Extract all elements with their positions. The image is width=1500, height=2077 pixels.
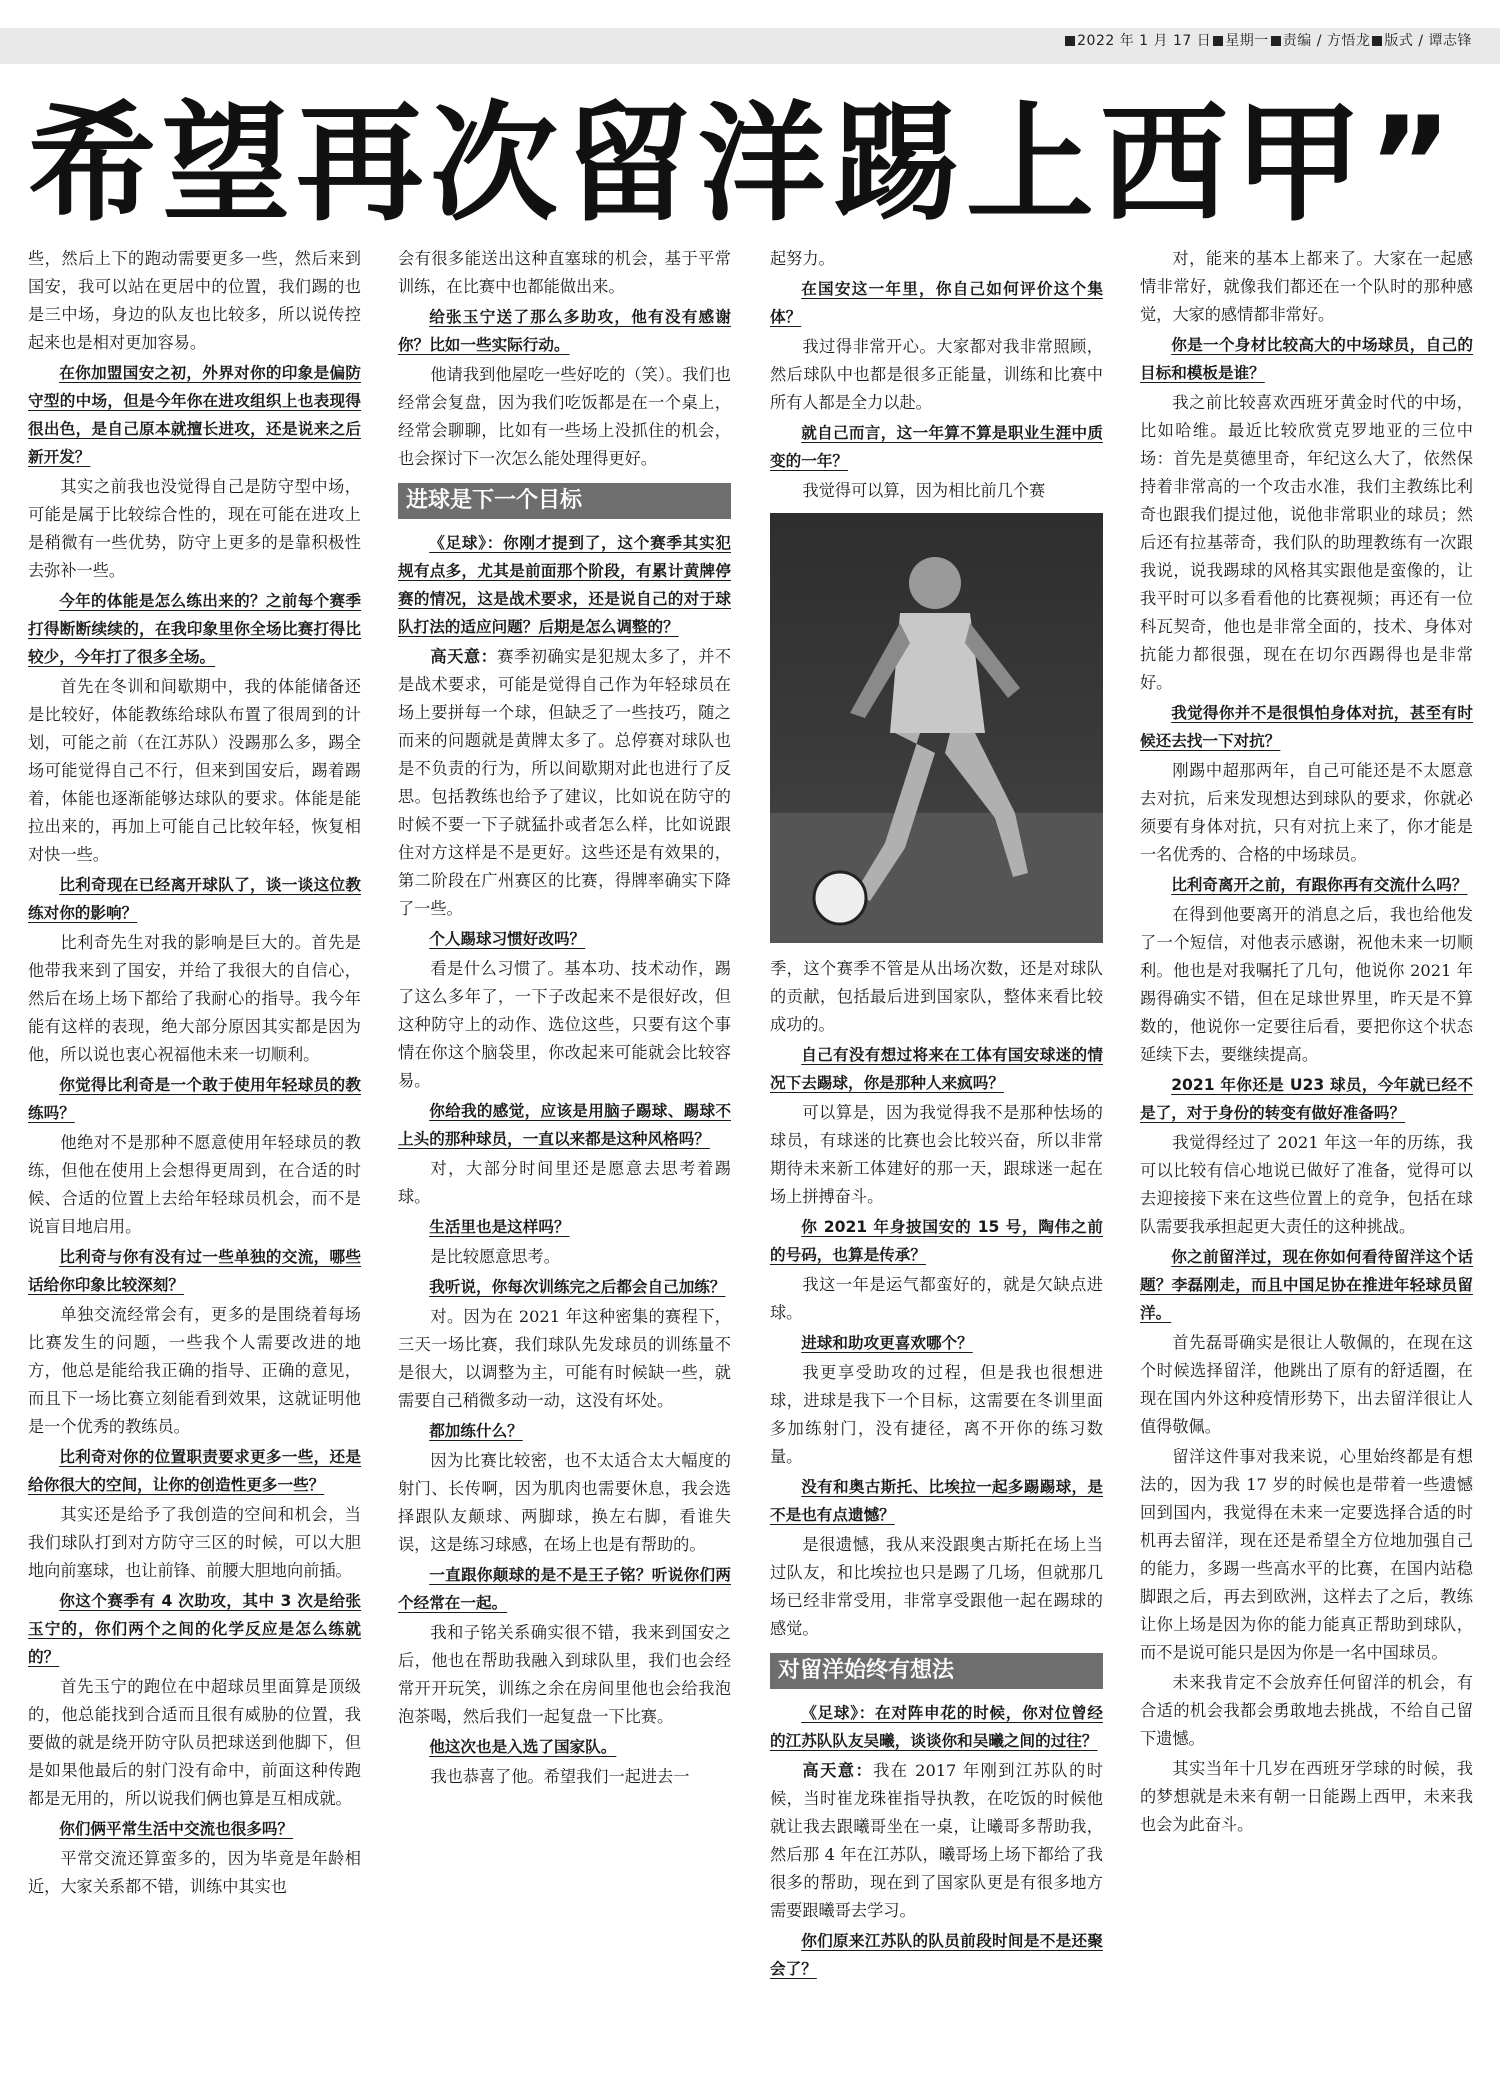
paragraph: 首先玉宁的跑位在中超球员里面算是顶级的，他总能找到合适而且很有威胁的位置，我要做的就是绕开防守队员把球送到他脚下，但是如果他最后的射门没有命中，前面这种传跑都是无用的，所以说我们俩也算是互相成就。	[28, 1677, 361, 1808]
paragraph: 单独交流经常会有，更多的是围绕着每场比赛发生的问题，一些我个人需要改进的地方，他总是能给我正确的指导、正确的意见，而且下一场比赛立刻能看到效果，这就证明他是一个优秀的教练员。	[28, 1305, 361, 1436]
interview-question: 就自己而言，这一年算不算是职业生涯中质变的一年？	[770, 424, 1103, 470]
paragraph: 我过得非常开心。大家都对我非常照顾，然后球队中也都是很多正能量，训练和比赛中所有人都是全力以赴。	[770, 337, 1103, 412]
square-bullet-icon	[1271, 36, 1281, 46]
paragraph: 我觉得经过了 2021 年这一年的历练，我可以比较有信心地说已做好了准备，觉得可以去迎接接下来在这些位置上的竞争，包括在球队需要我承担起更大责任的这种挑战。	[1140, 1133, 1473, 1236]
interview-question: 在你加盟国安之初，外界对你的印象是偏防守型的中场，但是今年你在进攻组织上也表现得很出色，是自己原本就擅长进攻，还是说来之后新开发？	[28, 364, 361, 466]
square-bullet-icon	[1065, 36, 1075, 46]
speaker-label: 高天意：	[430, 647, 498, 666]
paragraph: 我之前比较喜欢西班牙黄金时代的中场，比如哈维。最近比较欣赏克罗地亚的三位中场：首先是莫德里奇，年纪这么大了，依然保持着非常高的一个攻击水准，我们主教练比利奇也跟我们提过他，说他非常职业的球员；然后还有拉基蒂奇，我们队的助理教练有一次跟我说，说我踢球的风格其实跟他是蛮像的，让我平时可以多看看他的比赛视频；再还有一位科瓦契奇，他也是非常全面的，技术、身体对抗能力都很强，现在在切尔西踢得也是非常好。	[1140, 393, 1473, 692]
date-text: 2022 年 1 月 17 日	[1077, 33, 1212, 49]
paragraph: 我也恭喜了他。希望我们一起进去一	[430, 1767, 690, 1786]
interview-question: 进球和助攻更喜欢哪个？	[801, 1334, 973, 1352]
interview-question: 你 2021 年身披国安的 15 号，陶伟之前的号码，也算是传承？	[770, 1218, 1103, 1264]
interview-question: 比利奇对你的位置职责要求更多一些，还是给你很大的空间，让你的创造性更多一些？	[28, 1448, 361, 1494]
interview-question: 你给我的感觉，应该是用脑子踢球、踢球不上头的那种球员，一直以来都是这种风格吗？	[398, 1102, 731, 1148]
paragraph: 对。因为在 2021 年这种密集的赛程下，三天一场比赛，我们球队先发球员的训练量不是很大，以调整为主，可能有时候缺一些，就需要自己稍微多动一动，这没有坏处。	[398, 1307, 731, 1410]
interview-question: 你之前留洋过，现在你如何看待留洋这个话题？李磊刚走，而且中国足协在推进年轻球员留洋。	[1140, 1248, 1473, 1322]
interview-question: 你们俩平常生活中交流也很多吗？	[59, 1820, 294, 1838]
player-silhouette-icon	[770, 513, 1103, 943]
interview-question: 比利奇与你有没有过一些单独的交流，哪些话给你印象比较深刻？	[28, 1248, 361, 1294]
paragraph: 是很遗憾，我从来没跟奥古斯托在场上当过队友，和比埃拉也只是踢了几场，但就那几场已经非常受用，非常享受跟他一起在踢球的感觉。	[770, 1535, 1103, 1638]
paragraph: 会有很多能送出这种直塞球的机会，基于平常训练，在比赛中也都能做出来。	[398, 249, 731, 296]
interview-question: 个人踢球习惯好改吗？	[429, 930, 586, 948]
paragraph: 我这一年是运气都蛮好的，就是欠缺点进球。	[770, 1275, 1103, 1322]
interview-question: 生活里也是这样吗？	[429, 1218, 570, 1236]
paragraph: 我觉得可以算，因为相比前几个赛	[802, 481, 1046, 500]
paragraph	[770, 1757, 1103, 1925]
interview-question: 你是一个身材比较高大的中场球员，自己的目标和模板是谁？	[1140, 336, 1473, 382]
interview-question: 《足球》：在对阵申花的时候，你对位曾经的江苏队队友吴曦，谈谈你和吴曦之间的过往？	[770, 1704, 1103, 1750]
interview-question: 比利奇现在已经离开球队了，谈一谈这位教练对你的影响？	[28, 876, 361, 922]
section-heading: 对留洋始终有想法	[770, 1653, 1103, 1689]
interview-question: 他这次也是入选了国家队。	[429, 1738, 617, 1756]
column-1	[28, 245, 361, 2060]
interview-question: 你觉得比利奇是一个敢于使用年轻球员的教练吗？	[28, 1076, 361, 1122]
paragraph: 看是什么习惯了。基本功、技术动作，踢了这么多年了，一下子改起来不是很好改，但这种防守上的动作、选位这些，只要有这个事情在你这个脑袋里，你改起来可能就会比较容易。	[398, 959, 731, 1090]
weekday-text: 星期一	[1225, 33, 1269, 49]
paragraph: 首先在冬训和间歇期中，我的体能储备还是比较好，体能教练给球队布置了很周到的计划，可能之前（在江苏队）没踢那么多，踢全场可能觉得自己不行，但来到国安后，踢着踢着，体能也逐渐能够达球队的要求。体能是能拉出来的，再加上可能自己比较年轻，恢复相对快一些。	[28, 677, 361, 864]
interview-question: 2021 年你还是 U23 球员，今年就已经不是了，对于身份的转变有做好准备吗？	[1140, 1076, 1473, 1122]
editor-text: 责编 / 方悟龙	[1282, 33, 1371, 49]
interview-question: 没有和奥古斯托、比埃拉一起多踢踢球，是不是也有点遗憾？	[770, 1478, 1103, 1524]
answer-text: 我在 2017 年刚到江苏队的时候，当时崔龙珠崔指导执教，在吃饭的时候他就让我去跟曦哥坐在一桌，让曦哥多帮助我，然后那 4 年在江苏队，曦哥场上场下都给了我很多的帮助，现在到了国家队更是有很多地方需要跟曦哥去学习。	[770, 1761, 1103, 1920]
interview-question: 我觉得你并不是很惧怕身体对抗，甚至有时候还去找一下对抗？	[1140, 704, 1473, 750]
interview-question: 今年的体能是怎么练出来的？之前每个赛季打得断断续续的，在我印象里你全场比赛打得比较少，今年打了很多全场。	[28, 592, 361, 666]
column-2	[398, 245, 731, 2060]
paragraph: 其实之前我也没觉得自己是防守型中场，可能是属于比较综合性的，现在可能在进攻上是稍微有一些优势，防守上更多的是靠积极性去弥补一些。	[28, 477, 361, 580]
interview-question: 你们原来江苏队的队员前段时间是不是还聚会了？	[770, 1932, 1103, 1978]
headline: 希望再次留洋踢上西甲”	[28, 90, 1459, 239]
column-4	[1140, 245, 1473, 2060]
interview-question: 一直跟你颠球的是不是王子铭？听说你们两个经常在一起。	[398, 1566, 731, 1612]
section-heading: 进球是下一个目标	[398, 483, 731, 519]
answer-text: 赛季初确实是犯规太多了，并不是战术要求，可能是觉得自己作为年轻球员在场上要拼每一个球，但缺乏了一些技巧，随之而来的问题就是黄牌太多了。总停赛对球队也是不负责的行为，所以间歇期对此也进行了反思。包括教练也给予了建议，比如说在防守的时候不要一下子就猛扑或者怎么样，比如说跟住对方这样是不是更好。这些还是有效果的，第二阶段在广州赛区的比赛，得牌率确实下降了一些。	[398, 647, 731, 918]
interview-question: 给张玉宁送了那么多助攻，他有没有感谢你？比如一些实际行动。	[398, 308, 731, 354]
paragraph: 首先磊哥确实是很让人敬佩的，在现在这个时候选择留洋，他跳出了原有的舒适圈，在现在国内外这种疫情形势下，出去留洋很让人值得敬佩。	[1140, 1333, 1473, 1436]
paragraph: 留洋这件事对我来说，心里始终都是有想法的，因为我 17 岁的时候也是带着一些遗憾回到国内，我觉得在未来一定要选择合适的时机再去留洋，现在还是希望全方位地加强自己的能力，多踢一些高水平的比赛，在国内站稳脚跟之后，再去到欧洲，这样去了之后，教练让你上场是因为你的能力能真正帮助到球队，而不是说可能只是因为你是一名中国球员。	[1140, 1447, 1473, 1662]
paragraph: 因为比赛比较密，也不太适合太大幅度的射门、长传啊，因为肌肉也需要休息，我会选择跟队友颠球、两脚球，换左右脚，看谁失误，这是练习球感，在场上也是有帮助的。	[398, 1451, 731, 1554]
paragraph: 是比较愿意思考。	[430, 1247, 560, 1266]
paragraph: 未来我肯定不会放弃任何留洋的机会，有合适的机会我都会勇敢地去挑战，不给自己留下遗憾。	[1140, 1673, 1473, 1748]
layout-text: 版式 / 谭志锋	[1384, 33, 1472, 49]
paragraph: 其实还是给予了我创造的空间和机会，当我们球队打到对方防守三区的时候，可以大胆地向前塞球，也让前锋、前腰大胆地向前插。	[28, 1505, 361, 1580]
interview-question: 自己有没有想过将来在工体有国安球迷的情况下去踢球，你是那种人来疯吗？	[770, 1046, 1103, 1092]
paragraph: 刚踢中超那两年，自己可能还是不太愿意去对抗，后来发现想达到球队的要求，你就必须要有身体对抗，只有对抗上来了，你才能是一名优秀的、合格的中场球员。	[1140, 761, 1473, 864]
interview-question: 都加练什么？	[429, 1422, 523, 1440]
paragraph: 在得到他要离开的消息之后，我也给他发了一个短信，对他表示感谢，祝他未来一切顺利。他也是对我嘱托了几句，他说你 2021 年踢得确实不错，但在足球世界里，昨天是不算数的，他说你一定要往后看，要把你这个状态延续下去，要继续提高。	[1140, 905, 1473, 1064]
speaker-label: 高天意：	[802, 1761, 874, 1780]
paragraph: 他绝对不是那种不愿意使用年轻球员的教练，但他在使用上会想得更周到，在合适的时候、合适的位置上去给年轻球员机会，而不是说盲目地启用。	[28, 1133, 361, 1236]
paragraph	[398, 643, 731, 923]
paragraph: 些，然后上下的跑动需要更多一些，然后来到国安，我可以站在更居中的位置，我们踢的也是三中场，身边的队友也比较多，所以说传控起来也是相对更加容易。	[28, 249, 361, 352]
interview-question: 你这个赛季有 4 次助攻，其中 3 次是给张玉宁的，你们两个之间的化学反应是怎么练就的？	[28, 1592, 361, 1666]
player-photo	[770, 513, 1103, 943]
square-bullet-icon	[1213, 36, 1223, 46]
paragraph: 起努力。	[770, 249, 835, 268]
square-bullet-icon	[1372, 36, 1382, 46]
dateline	[1063, 30, 1472, 50]
paragraph: 我更享受助攻的过程，但是我也很想进球，进球是我下一个目标，这需要在冬训里面多加练射门，没有捷径，离不开你的练习数量。	[770, 1363, 1103, 1466]
interview-question: 在国安这一年里，你自己如何评价这个集体？	[770, 280, 1103, 326]
paragraph: 对，能来的基本上都来了。大家在一起感情非常好，就像我们都还在一个队时的那种感觉，大家的感情都非常好。	[1140, 249, 1473, 324]
interview-question: 我听说，你每次训练完之后都会自己加练？	[429, 1278, 726, 1296]
paragraph: 对，大部分时间里还是愿意去思考着踢球。	[398, 1159, 731, 1206]
paragraph: 我和子铭关系确实很不错，我来到国安之后，他也在帮助我融入到球队里，我们也会经常开开玩笑，训练之余在房间里他也会给我泡泡茶喝，然后我们一起复盘一下比赛。	[398, 1623, 731, 1726]
paragraph: 季，这个赛季不管是从出场次数，还是对球队的贡献，包括最后进到国家队，整体来看比较成功的。	[770, 959, 1103, 1034]
interview-question: 《足球》：你刚才提到了，这个赛季其实犯规有点多，尤其是前面那个阶段，有累计黄牌停赛的情况，这是战术要求，还是说自己的对于球队打法的适应问题？后期是怎么调整的？	[398, 534, 731, 636]
paragraph: 可以算是，因为我觉得我不是那种怯场的球员，有球迷的比赛也会比较兴奋，所以非常期待未来新工体建好的那一天，跟球迷一起在场上拼搏奋斗。	[770, 1103, 1103, 1206]
paragraph: 比利奇先生对我的影响是巨大的。首先是他带我来到了国安，并给了我很大的自信心，然后在场上场下都给了我耐心的指导。我今年能有这样的表现，绝大部分原因其实都是因为他，所以说也衷心祝福他未来一切顺利。	[28, 933, 361, 1064]
paragraph: 平常交流还算蛮多的，因为毕竟是年龄相近，大家关系都不错，训练中其实也	[28, 1849, 361, 1896]
column-3	[770, 245, 1103, 2060]
interview-question: 比利奇离开之前，有跟你再有交流什么吗？	[1171, 876, 1468, 894]
paragraph: 其实当年十几岁在西班牙学球的时候，我的梦想就是未来有朝一日能踢上西甲，未来我也会为此奋斗。	[1140, 1759, 1473, 1834]
paragraph: 他请我到他屋吃一些好吃的（笑）。我们也经常会复盘，因为我们吃饭都是在一个桌上，经常会聊聊，比如有一些场上没抓住的机会，也会探讨下一次怎么能处理得更好。	[398, 365, 731, 468]
